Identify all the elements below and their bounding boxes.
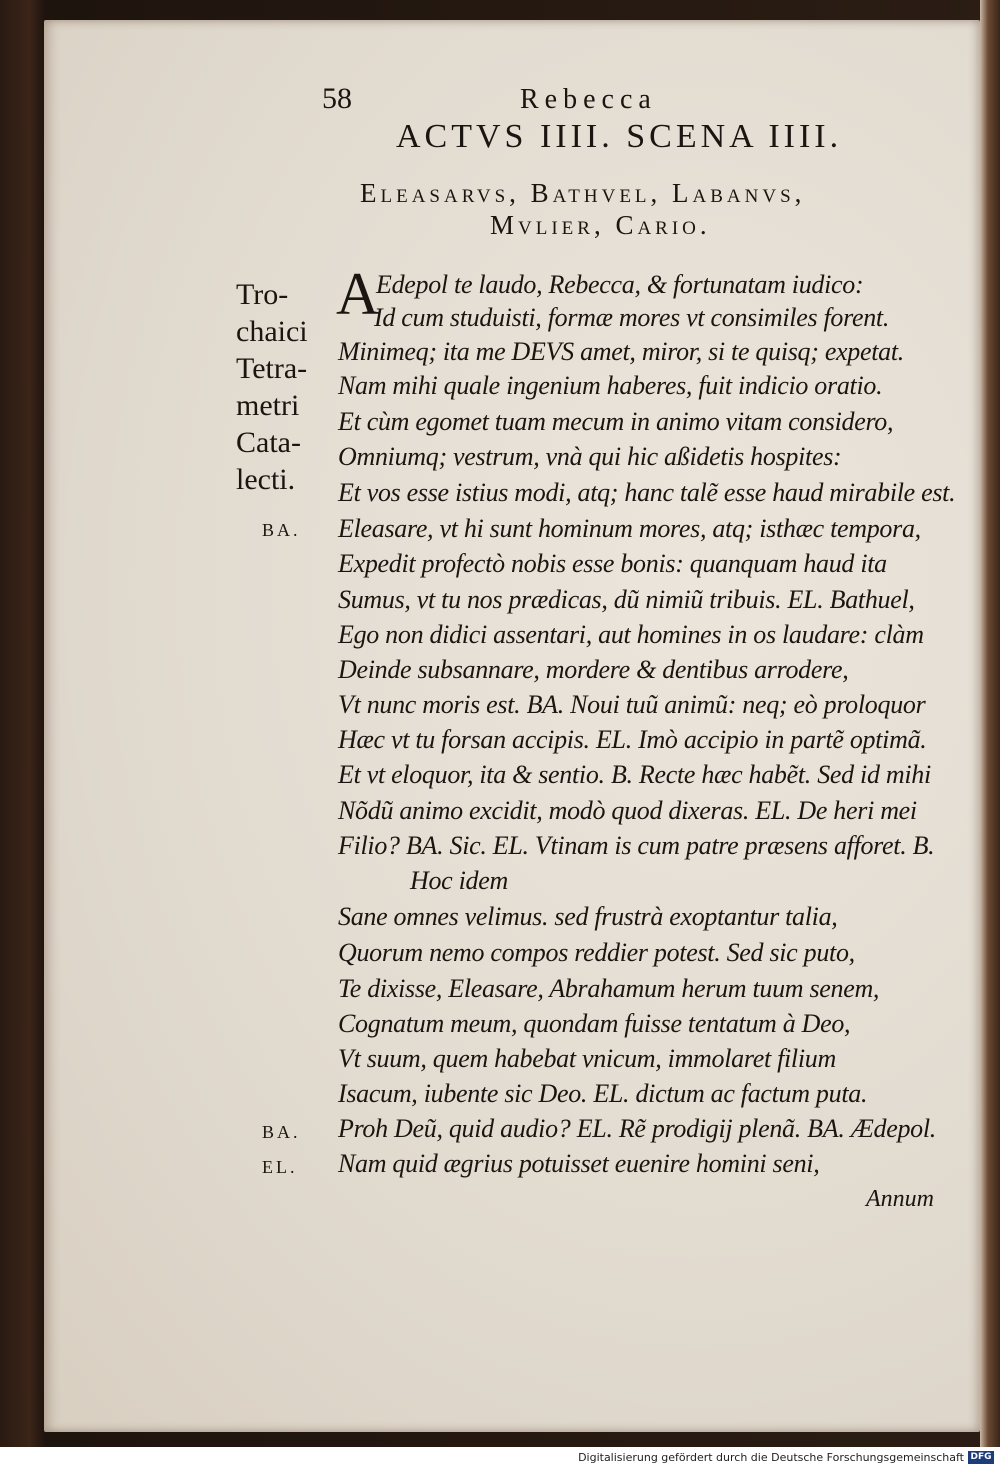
verse-line: Sumus, vt tu nos prædicas, dũ nimiũ tribuis. EL. Bathuel, xyxy=(338,585,915,614)
verse-line: Nam quid ægrius potuisset euenire homini seni, xyxy=(338,1149,820,1178)
verse-line: Quorum nemo compos reddier potest. Sed sic puto, xyxy=(338,938,855,967)
verse-line: Ego non didici assentari, aut homines in os laudare: clàm xyxy=(338,620,924,649)
characters-line-1: Eleasarvs, Bathvel, Labanvs, xyxy=(360,178,806,208)
verse-line: Nõdũ animo excidit, modò quod dixeras. EL. De heri mei xyxy=(338,796,917,825)
verse-line: Minimeq; ita me DEVS amet, miror, si te quisq; expetat. xyxy=(338,337,904,366)
verse-line: Isacum, iubente sic Deo. EL. dictum ac factum puta. xyxy=(338,1079,868,1108)
verse-line: Cognatum meum, quondam fuisse tentatum à Deo, xyxy=(338,1009,851,1038)
verse-line: Nam mihi quale ingenium haberes, fuit indicio oratio. xyxy=(338,371,883,400)
verse-line: Id cum studuisti, formæ mores vt consimiles forent. xyxy=(374,303,890,332)
meter-note-line: Cata- xyxy=(236,426,301,459)
dfg-logo-icon: DFG xyxy=(968,1451,994,1464)
verse-line: Omniumq; vestrum, vnà qui hic aßidetis hospites: xyxy=(338,442,842,471)
meter-note-line: lecti. xyxy=(236,463,296,496)
verse-line: Et vt eloquor, ita & sentio. B. Recte hæc habẽt. Sed id mihi xyxy=(338,760,931,789)
meter-side-note xyxy=(236,276,336,498)
verse-line: Et vos esse istius modi, atq; hanc talẽ esse haud mirabile est. xyxy=(338,478,956,507)
footer-bar xyxy=(0,1447,1000,1469)
drop-cap: A xyxy=(336,261,380,327)
verse-line: Te dixisse, Eleasare, Abrahamum herum tuum senem, xyxy=(338,974,880,1003)
verse-line: Deinde subsannare, mordere & dentibus arrodere, xyxy=(338,655,849,684)
verse-line: Hoc idem xyxy=(410,866,508,895)
book-fore-edge xyxy=(980,0,1000,1447)
meter-note-line: Tro- xyxy=(236,278,289,311)
characters-line-2: Mvlier, Cario. xyxy=(490,210,711,240)
speaker-label: BA. xyxy=(262,1122,301,1142)
verse-line: Edepol te laudo, Rebecca, & fortunatam iudico: xyxy=(376,270,864,299)
verse-line: Proh Deũ, quid audio? EL. Rẽ prodigij plenã. BA. Ædepol. xyxy=(338,1114,936,1143)
verse-line: Vt suum, quem habebat vnicum, immolaret filium xyxy=(338,1044,836,1073)
meter-note-line: Tetra- xyxy=(236,352,308,385)
verse-line: Sane omnes velimus. sed frustrà exoptantur talia, xyxy=(338,902,838,931)
verse-line: Expedit profectò nobis esse bonis: quanquam haud ita xyxy=(338,549,887,578)
meter-note-line: chaici xyxy=(236,315,308,348)
verse-line: Eleasare, vt hi sunt hominum mores, atq; isthæc tempora, xyxy=(338,514,921,543)
meter-note-line: metri xyxy=(236,389,300,422)
verse-line: Vt nunc moris est. BA. Noui tuũ animũ: neq; eò proloquor xyxy=(338,690,926,719)
catchword: Annum xyxy=(866,1186,934,1212)
page-number: 58 xyxy=(322,82,352,115)
act-scene-title: ACTVS IIII. SCENA IIII. xyxy=(396,118,843,155)
running-title: Rebecca xyxy=(520,84,657,115)
footer-credit: Digitalisierung gefördert durch die Deutsche Forschungsgemeinschaft xyxy=(578,1451,964,1464)
verse-line: Et cùm egomet tuam mecum in animo vitam considero, xyxy=(338,407,894,436)
verse-line: Hæc vt tu forsan accipis. EL. Imò accipio in partẽ optimã. xyxy=(338,725,927,754)
speaker-label: EL. xyxy=(262,1157,298,1177)
verse-line: Filio? BA. Sic. EL. Vtinam is cum patre præsens afforet. B. xyxy=(338,831,935,860)
speaker-label: BA. xyxy=(262,520,301,540)
